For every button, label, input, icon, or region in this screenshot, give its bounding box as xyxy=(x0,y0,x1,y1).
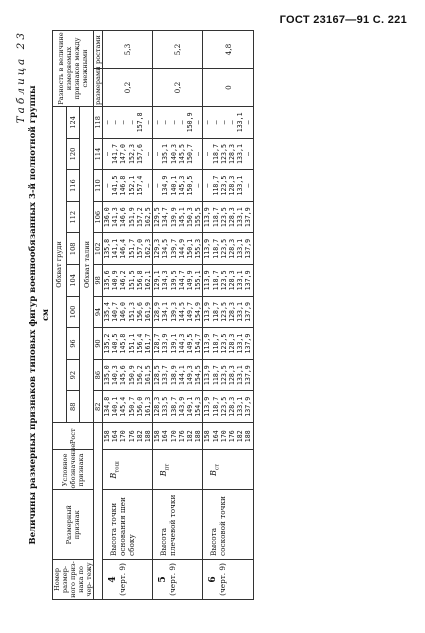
feature-symbol-base: В xyxy=(159,470,169,477)
feature-symbol-sub: ст xyxy=(215,463,222,471)
chest-size-112: 112 xyxy=(66,201,80,233)
waist-size-118: 118 xyxy=(94,106,103,138)
value-cell: — 141,5 146,8 152,1 157,4 — xyxy=(103,170,153,202)
diff-heights-cell: 5,2 xyxy=(153,31,203,69)
feature-symbol xyxy=(109,461,121,479)
table-row xyxy=(153,31,203,600)
value-cell: — — — — 150,9 — xyxy=(153,106,203,138)
feature-symbol-cell xyxy=(153,450,203,490)
feature-symbol xyxy=(209,463,222,476)
waist-size-86: 86 xyxy=(94,359,103,391)
feature-symbol-cell xyxy=(103,450,153,490)
value-cell: 128,7 133,9 139,1 144,3 149,5 154,7 xyxy=(153,328,203,360)
col-header-diff: Разность в величине измеряемых признаков между смежными xyxy=(53,31,94,107)
rotated-table-block xyxy=(15,30,405,600)
value-cell: 134,8 140,1 145,4 150,7 156,0 161,3 xyxy=(103,391,153,423)
value-cell: 128,9 134,1 139,3 144,5 149,7 154,9 xyxy=(153,296,203,328)
chest-size-100: 100 xyxy=(66,296,80,328)
diff-heights-cell: 4,8 xyxy=(203,31,253,69)
row-number-cell xyxy=(103,559,153,599)
waist-size-82: 82 xyxy=(94,391,103,423)
value-cell: 113,9 118,7 123,5 128,3 133,1 137,9 xyxy=(203,233,253,265)
row-figure-ref: (черт. 9) xyxy=(218,563,228,596)
value-cell: 135,6 140,9 146,2 151,5 156,8 162,1 xyxy=(103,265,153,297)
col-header-num: Номер размер- ного приз- нака по чер- тежу xyxy=(53,561,93,598)
row-number: 4 xyxy=(108,576,118,583)
page-header: ГОСТ 23167—91 С. 221 xyxy=(279,14,407,26)
feature-symbol-sub: пт xyxy=(164,463,171,471)
col-header-height: Рост xyxy=(53,423,94,450)
feature-symbol-base: В xyxy=(109,472,118,479)
value-cell: 113,9 118,7 123,5 128,3 133,1 137,9 xyxy=(203,359,253,391)
chest-size-104: 104 xyxy=(66,265,80,297)
col-header-chest-group: Обхват груди xyxy=(53,106,67,422)
value-cell: 113,9 118,7 123,5 128,3 133,1 137,9 xyxy=(203,296,253,328)
value-cell: 113,9 118,7 123,5 128,3 133,1 137,9 xyxy=(203,265,253,297)
col-header-diff-sizes: размерами xyxy=(94,66,102,105)
value-cell: 136,0 141,3 146,6 151,9 157,2 162,5 xyxy=(103,201,153,233)
waist-size-90: 90 xyxy=(94,328,103,360)
value-cell: 135,2 140,5 145,8 151,1 156,4 161,7 xyxy=(103,328,153,360)
value-cell: 129,5 134,7 139,9 145,1 150,3 155,5 xyxy=(153,201,203,233)
table-row xyxy=(103,31,153,600)
row-number: 6 xyxy=(208,576,219,583)
data-table xyxy=(52,30,254,600)
value-cell: — — — — 157,8 — xyxy=(103,106,153,138)
col-header-waist-group: Обхват талии xyxy=(80,106,94,422)
feature-symbol xyxy=(159,463,171,477)
waist-size-110: 110 xyxy=(94,170,103,202)
heights-cell: 158 164 170 176 182 188 xyxy=(203,423,253,450)
value-cell: 135,0 140,3 145,6 150,9 156,2 161,5 xyxy=(103,359,153,391)
chest-size-108: 108 xyxy=(66,233,80,265)
value-cell: 128,5 133,7 138,9 144,1 149,3 154,5 xyxy=(153,359,203,391)
chest-size-120: 120 xyxy=(66,138,80,170)
heights-cell: 158 164 170 176 182 188 xyxy=(153,423,203,450)
heights-cell: 158 164 170 176 182 188 xyxy=(103,423,153,450)
value-cell: — — — — 133,1 — xyxy=(203,106,253,138)
feature-symbol-sub: тош xyxy=(114,461,121,473)
chest-size-96: 96 xyxy=(66,328,80,360)
value-cell: 113,9 118,7 123,5 128,3 133,1 137,9 xyxy=(203,328,253,360)
waist-size-114: 114 xyxy=(94,138,103,170)
table-label: Таблица 23 xyxy=(15,30,27,124)
value-cell: — 135,1 140,3 145,5 150,7 — xyxy=(153,138,203,170)
feature-name: Высота точки основания шеи сбоку xyxy=(103,490,153,560)
value-cell: 135,8 141,1 146,4 151,7 157,0 162,3 xyxy=(103,233,153,265)
table-units: см xyxy=(40,309,50,321)
value-cell: 113,9 118,7 123,5 128,3 133,1 137,9 xyxy=(203,201,253,233)
table-title: Величины размерных признаков типовых фигур военнообязанных 3-й полнотной группы xyxy=(28,85,38,545)
value-cell: 128,3 133,5 138,7 143,9 149,1 154,3 xyxy=(153,391,203,423)
feature-name: Высота плечевой точки xyxy=(153,490,203,560)
value-cell: — 118,7 123,5 128,3 133,1 — xyxy=(203,138,253,170)
diff-sizes-cell: 0,2 xyxy=(103,69,153,107)
feature-name: Высота сосковой точки xyxy=(203,490,253,560)
diff-heights-cell: 5,3 xyxy=(103,31,153,69)
diff-sizes-cell: 0 xyxy=(203,69,253,107)
row-number: 5 xyxy=(158,576,169,583)
row-number-cell xyxy=(153,559,203,599)
waist-size-94: 94 xyxy=(94,296,103,328)
waist-size-106: 106 xyxy=(94,201,103,233)
value-cell: 135,4 140,7 146,0 151,3 156,6 161,9 xyxy=(103,296,153,328)
feature-symbol-base: В xyxy=(209,470,219,476)
col-header-symbol: Условное обозначение признака xyxy=(53,450,94,490)
col-header-name: Размерный признак xyxy=(53,490,94,560)
waist-size-102: 102 xyxy=(94,233,103,265)
chest-size-124: 124 xyxy=(66,106,80,138)
value-cell: 113,9 118,7 123,5 128,3 133,1 137,9 xyxy=(203,391,253,423)
feature-symbol-cell xyxy=(203,450,253,490)
chest-size-92: 92 xyxy=(66,359,80,391)
row-figure-ref: (черт. 9) xyxy=(168,563,178,596)
value-cell: 129,1 134,3 139,5 144,7 149,9 155,1 xyxy=(153,265,203,297)
chest-size-88: 88 xyxy=(66,391,80,423)
row-number-cell xyxy=(203,559,253,599)
col-header-diff-heights: ростами xyxy=(94,31,103,69)
waist-size-98: 98 xyxy=(94,265,103,297)
value-cell: 129,3 134,5 139,7 144,9 150,1 155,3 xyxy=(153,233,203,265)
caption xyxy=(15,30,50,600)
value-cell: — 118,7 123,5 128,3 133,1 — xyxy=(203,170,253,202)
diff-sizes-cell: 0,2 xyxy=(153,69,203,107)
header-spacer xyxy=(94,423,103,600)
table-row xyxy=(203,31,253,600)
value-cell: — 134,9 140,1 145,3 150,5 — xyxy=(153,170,203,202)
value-cell: — 141,7 147,0 152,3 157,6 — xyxy=(103,138,153,170)
row-figure-ref: (черт. 9) xyxy=(118,563,127,596)
chest-size-116: 116 xyxy=(66,170,80,202)
